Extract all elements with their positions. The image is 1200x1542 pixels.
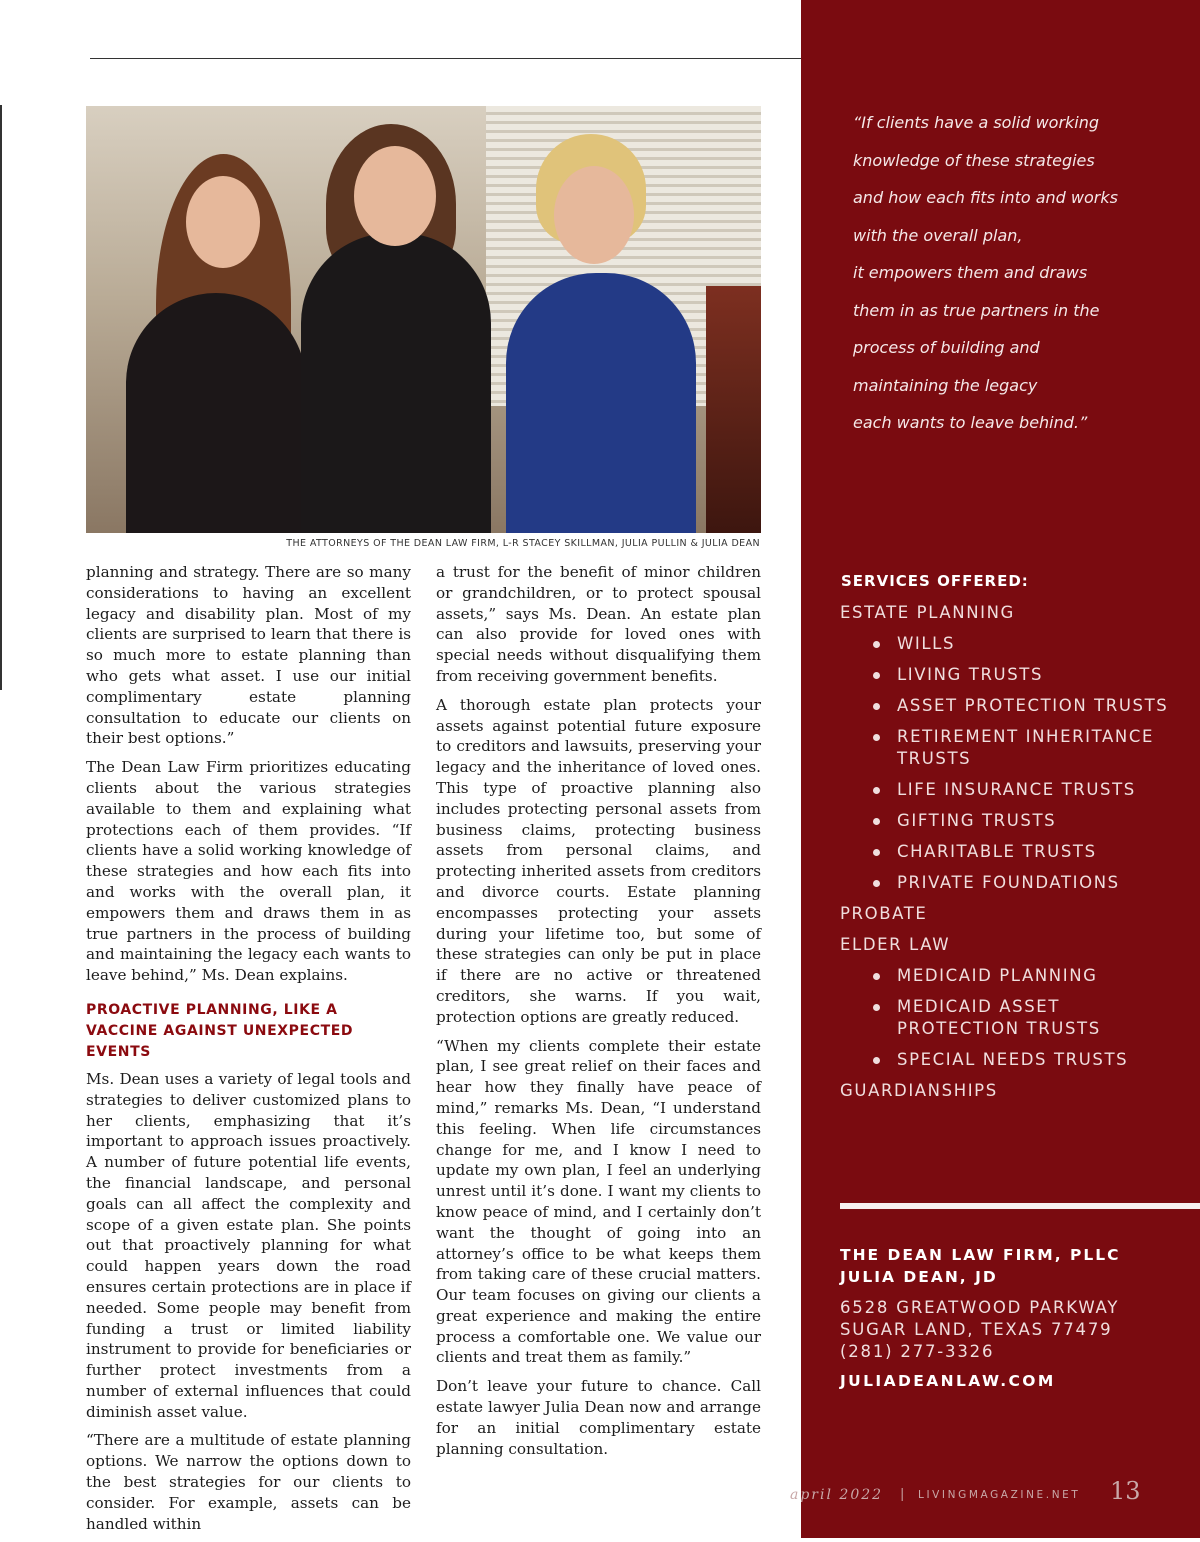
sidebar-divider [840, 1203, 1200, 1209]
services-title: SERVICES OFFERED: [841, 572, 1029, 590]
section-subhead: PROACTIVE PLANNING, LIKE A VACCINE AGAINST UNEXPECTED EVENTS [86, 1001, 354, 1060]
footer-separator: | [900, 1487, 905, 1502]
list-item: PRIVATE FOUNDATIONS [840, 872, 1170, 894]
service-probate: PROBATE [840, 904, 928, 923]
article-column-2 [436, 562, 761, 1467]
list-item: WILLS [840, 633, 1170, 655]
paragraph: a trust for the benefit of minor children or grandchildren, or to protect spousal assets,” says Ms. Dean. An estate plan can also provide for loved ones with special needs without disqualifying them from receiving government benefits. [436, 563, 761, 685]
top-rule [90, 58, 802, 59]
article-column-1 [86, 562, 411, 1542]
firm-name: THE DEAN LAW FIRM, PLLC [840, 1246, 1121, 1264]
list-item: LIVING TRUSTS [840, 664, 1170, 686]
list-item: CHARITABLE TRUSTS [840, 841, 1170, 863]
issue-date: april 2022 [790, 1487, 884, 1503]
list-item: LIFE INSURANCE TRUSTS [840, 779, 1170, 801]
address-line-1: 6528 GREATWOOD PARKWAY [840, 1298, 1120, 1317]
address-line-2: SUGAR LAND, TEXAS 77479 [840, 1320, 1113, 1339]
magazine-site: LIVINGMAGAZINE.NET [918, 1489, 1081, 1501]
paragraph: Don’t leave your future to chance. Call estate lawyer Julia Dean now and arrange for an initial complimentary estate planning consultation. [436, 1377, 761, 1458]
left-edge-rule [0, 105, 2, 690]
attorneys-photo [86, 106, 761, 533]
firm-contact-heading [840, 1244, 1121, 1288]
service-elder-law: ELDER LAW [840, 935, 951, 954]
page-number: 13 [1110, 1477, 1141, 1505]
paragraph: A thorough estate plan protects your assets against potential future exposure to creditors and lawsuits, preserving your legacy and the inheritance of loved ones. This type of proactive planning also includes protecting personal assets from business claims, protecting business assets from personal claims, and protecting inherited assets from creditors and divorce courts. Estate planning encompasses protecting your assets during your lifetime too, but some of these strategies can only be put in place if there are no active or threatened creditors, she warns. If you wait, protection options are greatly reduced. [436, 695, 761, 1026]
paragraph: Ms. Dean uses a variety of legal tools and strategies to deliver customized plans to her clients, emphasizing that it’s important to approach issues proactively. A number of future potential life events, the financial landscape, and personal goals can all affect the complexity and scope of a given estate plan. She points out that proactively planning for what could happen years down the road ensures certain protections are in place if needed. Some people may benefit from funding a trust or limited liability instrument to provide for beneficiaries or further protect investments from a number of external influences that could diminish asset value. [86, 1069, 411, 1421]
paragraph: “There are a multitude of estate planning options. We narrow the options down to the best strategies for our clients to consider. For example, assets can be handled within [86, 1431, 411, 1533]
list-item: SPECIAL NEEDS TRUSTS [840, 1049, 1170, 1071]
website-link[interactable]: JULIADEANLAW.COM [840, 1372, 1056, 1390]
service-guardianships: GUARDIANSHIPS [840, 1081, 998, 1100]
pull-quote: “If clients have a solid working knowledge of these strategies and how each fits into and works with the overall plan, it empowers them and draws them in as true partners in the process of building and maintaining the legacy each wants to leave behind.” [853, 113, 1118, 432]
photo-caption: THE ATTORNEYS OF THE DEAN LAW FIRM, L-R STACEY SKILLMAN, JULIA PULLIN & JULIA DEAN [286, 538, 760, 549]
phone-number: (281) 277-3326 [840, 1342, 995, 1361]
list-item: MEDICAID PLANNING [840, 965, 1170, 987]
page-footer [790, 1475, 1150, 1505]
paragraph: The Dean Law Firm prioritizes educating clients about the various strategies available to them and explaining what protections each of them provides. “If clients have a solid working knowledge of these strategies and how each fits into and works with the overall plan, it empowers them and draws them in as true partners in the process of building and maintaining the legacy each wants to leave behind,” Ms. Dean explains. [86, 758, 411, 985]
list-item: MEDICAID ASSET PROTECTION TRUSTS [840, 996, 1170, 1040]
list-item: RETIREMENT INHERITANCE TRUSTS [840, 726, 1170, 770]
firm-address [840, 1297, 1119, 1363]
list-item: GIFTING TRUSTS [840, 810, 1170, 832]
attorney-name: JULIA DEAN, JD [840, 1268, 998, 1286]
paragraph: planning and strategy. There are so many considerations to having an excellent legacy and disability plan. Most of my clients are surprised to learn that there is so much more to estate planning than who gets what asset. I use our initial complimentary estate planning consultation to educate our clients on their best options.” [86, 563, 411, 748]
sidebar [801, 0, 1200, 1538]
services-list [840, 602, 1170, 1111]
list-item: ASSET PROTECTION TRUSTS [840, 695, 1170, 717]
service-estate-planning: ESTATE PLANNING [840, 603, 1015, 622]
paragraph: “When my clients complete their estate plan, I see great relief on their faces and hear how they finally have peace of mind,” remarks Ms. Dean, “I understand this feeling. When life circumstances change for me, and I know I need to update my own plan, I feel an underlying unrest until it’s done. I want my clients to know peace of mind, and I certainly don’t want the thought of going into an attorney’s office to be what keeps them from taking care of these crucial matters. Our team focuses on giving our clients a great experience and making the entire process a comfortable one. We value our clients and treat them as family.” [436, 1036, 761, 1367]
